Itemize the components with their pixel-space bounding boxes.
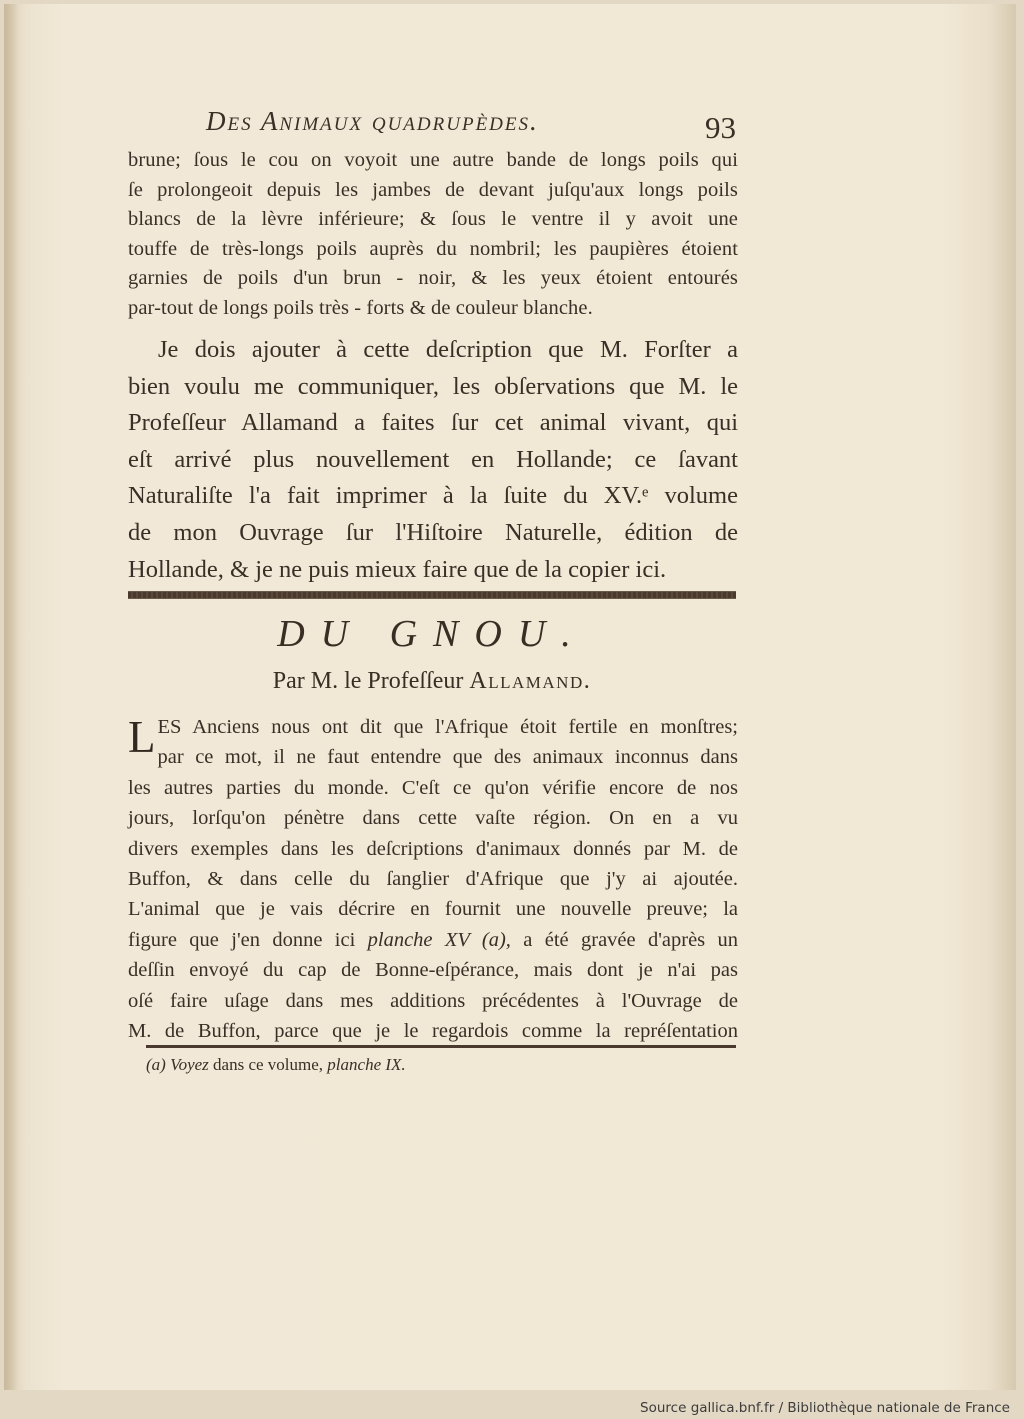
text-line: garnies de poils d'un brun - noir, & les yeux étoient entourés — [128, 267, 738, 289]
text-line: Je dois ajouter à cette deſcription que M. Forſter a — [158, 336, 738, 363]
text-line: Profeſſeur Allamand a faites ſur cet animal vivant, qui — [128, 409, 738, 437]
footnote-voyez: Voyez — [170, 1055, 209, 1074]
section-author — [128, 668, 736, 695]
text-line: jours, lorſqu'on pénètre dans cette vaſte région. On en a vu — [128, 807, 738, 830]
text-line: Hollande, & je ne puis mieux faire que de la copier ici. — [128, 555, 667, 583]
text-line: blancs de la lèvre inférieure; & ſous le ventre il y avoit une — [128, 208, 738, 230]
ref-after: a été gravée d'après un — [523, 928, 739, 951]
text-line: bien voulu me communiquer, les obſervations que M. le — [128, 372, 738, 400]
plate-reference: planche XV (a), — [367, 928, 511, 951]
text-line: divers exemples dans les deſcriptions d'animaux donnés par M. de — [128, 837, 738, 860]
footnote-text: dans ce volume, — [213, 1055, 324, 1074]
author-name: Allamand. — [469, 668, 592, 694]
source-attribution: Source gallica.bnf.fr / Bibliothèque nationale de France — [640, 1400, 1010, 1416]
footnote-plate-ref: planche IX. — [327, 1055, 406, 1074]
footnote-rule — [146, 1045, 736, 1048]
page-gutter-shadow — [4, 4, 18, 1390]
text-line: Buffon, & dans celle du ſanglier d'Afrique que j'y ai ajoutée. — [128, 868, 738, 891]
ref-before: figure que j'en donne ici — [128, 928, 356, 951]
text-line: touffe de très-longs poils auprès du nombril; les paupières étoient — [128, 237, 738, 260]
text-line: L'animal que je vais décrire en fournit une nouvelle preuve; la — [128, 898, 738, 921]
running-title: Des Animaux quadrupèdes. — [206, 106, 539, 136]
text-line: deſſin envoyé du cap de Bonne-eſpérance, mais dont je n'ai pas — [128, 959, 738, 982]
text-line: par ce mot, il ne faut entendre que des animaux inconnus dans — [157, 746, 738, 769]
text-line: de mon Ouvrage ſur l'Hiſtoire Naturelle, édition de — [128, 518, 738, 546]
section-divider — [128, 591, 736, 599]
paragraph-forster — [128, 332, 738, 588]
text-line: Naturaliſte l'a fait imprimer à la ſuite du XV.ᵉ volume — [128, 482, 738, 510]
text-line-with-ref — [128, 925, 738, 955]
paragraph-gnou — [128, 712, 738, 1046]
page-number: 93 — [705, 110, 736, 145]
paragraph-continued — [128, 146, 738, 323]
section-title: DU GNOU. — [277, 613, 587, 655]
footnote-marker: (a) — [146, 1055, 166, 1074]
text-line: par-tout de longs poils très - forts & de couleur blanche. — [128, 296, 593, 319]
text-line: eſt arrivé plus nouvellement en Hollande; ce ſavant — [128, 445, 738, 473]
drop-cap: L — [128, 712, 156, 762]
first-line-text: ES Anciens nous ont dit que l'Afrique étoit fertile en monſtres; — [157, 716, 738, 738]
author-prefix: Par M. le Profeſſeur — [272, 668, 464, 694]
text-line: ſe prolongeoit depuis les jambes de devant juſqu'aux longs poils — [128, 178, 738, 201]
text-line: brune; ſous le cou on voyoit une autre bande de longs poils qui — [128, 149, 738, 171]
text-line: M. de Buffon, parce que je le regardois comme la repréſentation — [128, 1020, 738, 1043]
text-line: oſé faire uſage dans mes additions précédentes à l'Ouvrage de — [128, 989, 738, 1012]
running-head — [206, 106, 736, 146]
text-line: les autres parties du monde. C'eſt ce qu'on vérifie encore de nos — [128, 776, 738, 799]
footnote — [146, 1055, 406, 1075]
